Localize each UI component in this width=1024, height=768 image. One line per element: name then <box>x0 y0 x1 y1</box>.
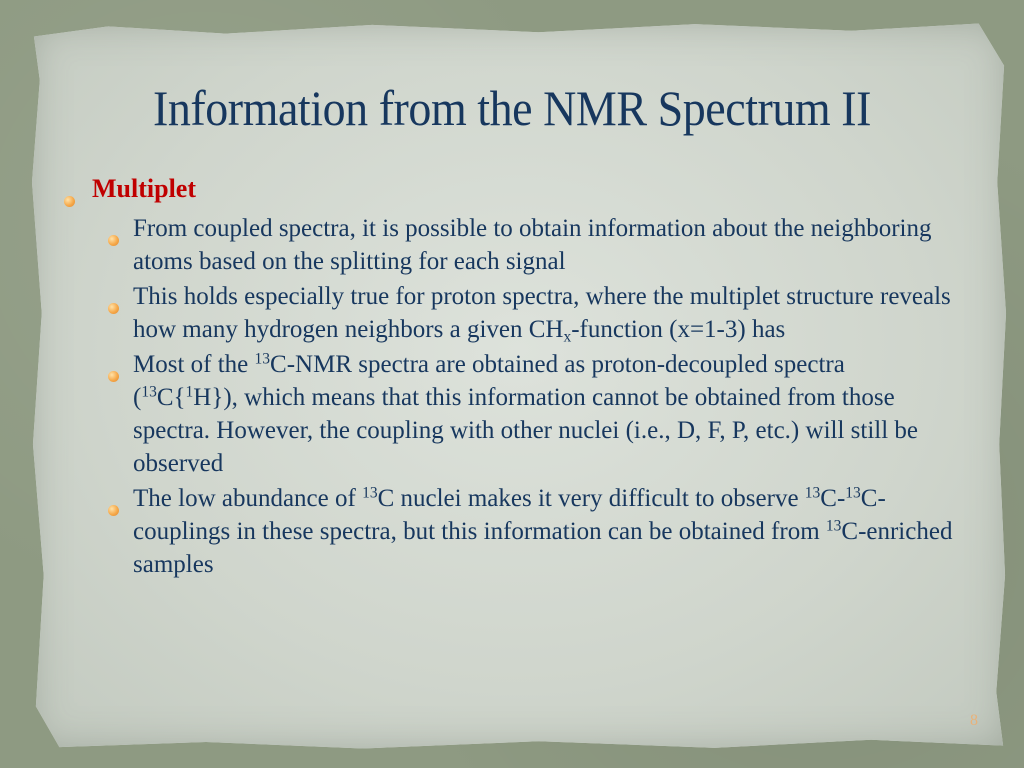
list-item: From coupled spectra, it is possible to obtain information about the neighboring atoms based on the splitting for each signal <box>106 212 954 278</box>
slide-title: Information from the NMR Spectrum II <box>152 80 872 136</box>
orange-dot-bullet-icon <box>108 358 119 391</box>
section-heading: Multiplet <box>92 174 196 203</box>
bullet-multiplet <box>64 172 954 206</box>
orange-dot-bullet-icon <box>64 182 75 216</box>
orange-dot-bullet-icon <box>108 290 119 323</box>
list-item: The low abundance of $^{13}$C nuclei makes it very difficult to observe $^{13}$C-$^{13}$C-couplings in these spectra, but this information can be obtained from $^{13}$C-enriched samples <box>106 482 954 581</box>
list-item: This holds especially true for proton spectra, where the multiplet structure reveals how many hydrogen neighbors a given $CH_x$-function (x=1-3) has <box>106 280 954 346</box>
orange-dot-bullet-icon <box>108 222 119 255</box>
page-number: 8 <box>970 712 978 729</box>
list-item: Most of the $^{13}$C-NMR spectra are obtained as proton-decoupled spectra ($^{13}$C{$^1$H}), which means that this information cannot be obtained from those spectra. However, the coupling with other nuclei (i.e., D, F, P, etc.) will still be observed <box>106 348 954 480</box>
slide-content <box>64 172 954 583</box>
orange-dot-bullet-icon <box>108 492 119 525</box>
sub-bullet-list <box>64 212 954 581</box>
